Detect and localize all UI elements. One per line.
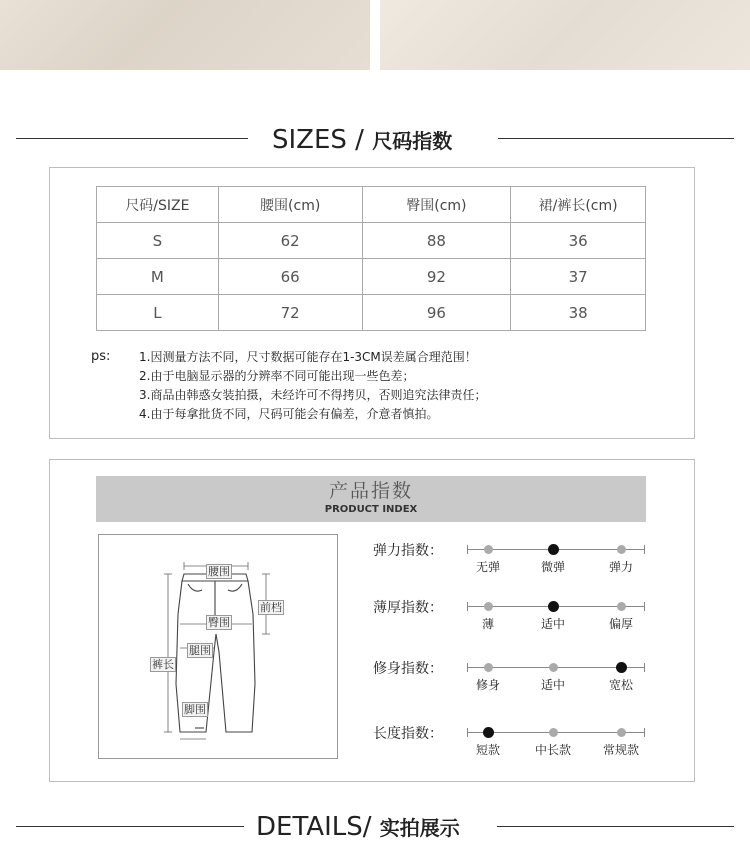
sizes-title-en: SIZES / <box>272 125 364 155</box>
table-row <box>97 259 646 295</box>
product-photo-right <box>380 0 750 70</box>
size-table-header <box>97 187 646 223</box>
index-dot <box>617 728 626 737</box>
size-cell: S <box>97 223 219 259</box>
index-dot <box>617 545 626 554</box>
waist-cell: 66 <box>218 259 362 295</box>
index-dot-selected <box>548 601 559 612</box>
product-index-banner <box>96 476 646 522</box>
header-length: 裙/裤长(cm) <box>511 187 646 223</box>
product-index-title-en: PRODUCT INDEX <box>324 504 418 515</box>
product-index-title-cn: 产品指数 <box>328 480 413 502</box>
size-cell: M <box>97 259 219 295</box>
index-option: 弹力 <box>608 560 633 574</box>
sizes-title-cn: 尺码指数 <box>372 129 453 153</box>
details-title-en: DETAILS/ <box>256 812 372 842</box>
hip-cell: 92 <box>362 259 511 295</box>
note-item-1: 1.因测量方法不同，尺寸数据可能存在1-3CM误差属合理范围！ <box>139 350 477 364</box>
details-section-title <box>256 812 460 843</box>
index-label: 弹力指数： <box>373 543 443 559</box>
note-item-2: 2.由于电脑显示器的分辨率不同可能出现一些色差； <box>139 369 415 383</box>
index-option: 无弹 <box>475 560 500 574</box>
index-dot <box>484 663 493 672</box>
index-option: 偏厚 <box>608 617 633 631</box>
index-scale-tick <box>467 602 468 611</box>
section-divider-left <box>16 826 244 827</box>
index-scale-tick <box>467 545 468 554</box>
index-option: 适中 <box>540 678 565 692</box>
index-option: 中长款 <box>534 743 571 757</box>
product-photo-left <box>0 0 370 70</box>
header-waist: 腰围(cm) <box>218 187 362 223</box>
waist-cell: 72 <box>218 295 362 331</box>
index-label: 长度指数： <box>373 726 443 742</box>
index-scale-tick <box>644 545 645 554</box>
diagram-label-rise: 前档 <box>260 601 282 614</box>
sizes-section-title <box>272 125 452 156</box>
index-option: 常规款 <box>602 743 639 757</box>
hip-cell: 96 <box>362 295 511 331</box>
note-item-4: 4.由于每拿批货不同，尺码可能会有偏差，介意者慎拍。 <box>139 407 439 421</box>
length-cell: 38 <box>511 295 646 331</box>
index-label: 薄厚指数： <box>373 600 443 616</box>
index-dot-selected <box>483 727 494 738</box>
index-scale-tick <box>644 663 645 672</box>
index-scale-tick <box>644 728 645 737</box>
index-option: 适中 <box>540 617 565 631</box>
index-scale-tick <box>467 663 468 672</box>
index-dot <box>484 602 493 611</box>
index-dot <box>549 663 558 672</box>
details-title-cn: 实拍展示 <box>379 816 460 840</box>
length-cell: 36 <box>511 223 646 259</box>
index-dot <box>549 728 558 737</box>
size-cell: L <box>97 295 219 331</box>
header-size: 尺码/SIZE <box>97 187 219 223</box>
diagram-label-waist: 腰围 <box>208 565 230 578</box>
note-item-3: 3.商品由韩惑女装拍摄，未经许可不得拷贝，否则追究法律责任； <box>139 388 487 402</box>
section-divider-right <box>498 138 734 139</box>
diagram-label-hem: 脚围 <box>184 703 206 716</box>
header-hip: 臀围(cm) <box>362 187 511 223</box>
size-table <box>96 186 646 331</box>
index-scale-tick <box>467 728 468 737</box>
diagram-label-hip: 臀围 <box>208 616 230 629</box>
index-option: 修身 <box>475 678 500 692</box>
index-option: 短款 <box>475 743 500 757</box>
waist-cell: 62 <box>218 223 362 259</box>
index-dot <box>484 545 493 554</box>
index-option: 薄 <box>481 617 494 631</box>
diagram-label-thigh: 腿围 <box>189 644 211 657</box>
table-row <box>97 295 646 331</box>
section-divider-left <box>16 138 248 139</box>
index-dot-selected <box>548 544 559 555</box>
index-label: 修身指数： <box>373 661 443 677</box>
section-divider-right <box>497 826 734 827</box>
table-row <box>97 223 646 259</box>
diagram-label-length: 裤长 <box>152 658 174 671</box>
index-dot <box>617 602 626 611</box>
index-option: 宽松 <box>608 678 633 692</box>
index-scale-tick <box>644 602 645 611</box>
notes-prefix: ps: <box>91 349 111 364</box>
hip-cell: 88 <box>362 223 511 259</box>
index-dot-selected <box>616 662 627 673</box>
index-option: 微弹 <box>540 560 565 574</box>
length-cell: 37 <box>511 259 646 295</box>
